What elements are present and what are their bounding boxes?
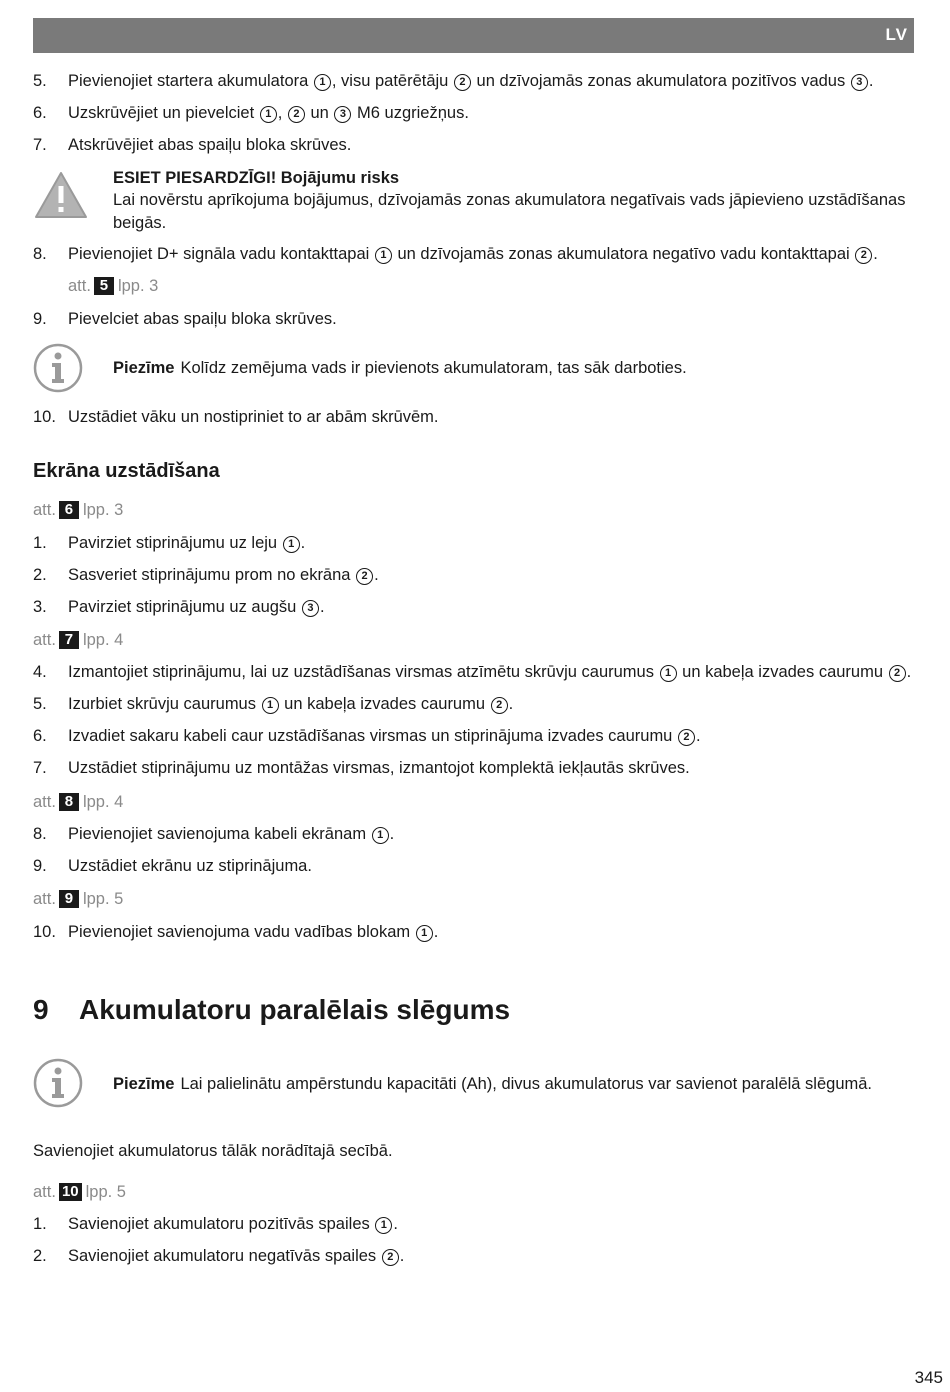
step — [33, 1245, 404, 1267]
step-number: 1. — [33, 1215, 47, 1233]
step — [33, 406, 439, 428]
step-text: Uzstādiet stiprinājumu uz montāžas virsmas, izmantojot komplektā iekļautās skrūves. — [68, 759, 690, 777]
callout-number: 1 — [314, 74, 331, 91]
step-text: . — [399, 1247, 405, 1265]
callout-number: 1 — [372, 827, 389, 844]
figure-number: 8 — [59, 793, 79, 811]
callout-number: 2 — [678, 729, 695, 746]
header-bar — [33, 18, 914, 53]
step — [33, 693, 513, 715]
figure-number: 10 — [59, 1183, 82, 1201]
callout-number: 2 — [382, 1249, 399, 1266]
page-reference: lpp. 5 — [85, 1183, 126, 1201]
step-text: Atskrūvējiet abas spaiļu bloka skrūves. — [68, 136, 352, 154]
callout-number: 2 — [889, 665, 906, 682]
step-number: 10. — [33, 408, 56, 426]
step — [33, 823, 394, 845]
warning-title: ESIET PIESARDZĪGI! Bojājumu risks — [113, 169, 400, 187]
step-text: un dzīvojamās zonas akumulatora negatīvo vadu kontakttapai — [392, 245, 855, 263]
step-text: un — [305, 104, 334, 122]
step-text: Uzstādiet ekrānu uz stiprinājuma. — [68, 857, 312, 875]
step-text: Izurbiet skrūvju caurumus — [68, 695, 261, 713]
figure-reference — [33, 888, 123, 910]
page-number: 345 — [914, 1368, 943, 1387]
warning-text: Lai novērstu aprīkojuma bojājumus, dzīvojamās zonas akumulatora negatīvais vads jāpievieno uzstādīšanas beigās. — [113, 191, 906, 232]
step-text: Uzstādiet vāku un nostipriniet to ar abām skrūvēm. — [68, 408, 439, 426]
step-text: Izmantojiet stiprinājumu, lai uz uzstādīšanas virsmas atzīmētu skrūvju caurumus — [68, 663, 659, 681]
info-icon — [33, 343, 83, 398]
step-number: 9. — [33, 857, 47, 875]
figure-number: 9 — [59, 890, 79, 908]
language-code: LV — [885, 25, 908, 44]
step — [33, 564, 379, 586]
callout-number: 2 — [288, 106, 305, 123]
step-number: 8. — [33, 245, 47, 263]
step-text: Pavirziet stiprinājumu uz leju — [68, 534, 282, 552]
figure-number: 7 — [59, 631, 79, 649]
step-number: 9. — [33, 310, 47, 328]
note — [113, 1073, 872, 1095]
figure-reference — [33, 791, 123, 813]
warning-box — [113, 167, 918, 235]
callout-number: 2 — [855, 247, 872, 264]
ref-label: att. — [33, 890, 56, 908]
figure-reference — [33, 1181, 126, 1203]
step — [33, 532, 305, 554]
figure-number: 5 — [94, 277, 114, 295]
step-text: . — [906, 663, 912, 681]
note — [113, 357, 687, 379]
callout-number: 1 — [375, 247, 392, 264]
step-text: Pievienojiet savienojuma vadu vadības blokam — [68, 923, 415, 941]
step — [33, 921, 438, 943]
step-text: Sasveriet stiprinājumu prom no ekrāna — [68, 566, 356, 584]
callout-number: 3 — [334, 106, 351, 123]
step-text: . — [393, 1215, 398, 1233]
step-text: . — [695, 727, 701, 745]
ref-label: att. — [33, 501, 56, 519]
step-text: Pievienojiet startera akumulatora — [68, 72, 313, 90]
step-text: un dzīvojamās zonas akumulatora pozitīvos vadus — [471, 72, 850, 90]
info-icon — [33, 1058, 83, 1113]
step-text: un kabeļa izvades caurumu — [279, 695, 490, 713]
callout-number: 1 — [262, 697, 279, 714]
callout-number: 2 — [356, 568, 373, 585]
step-number: 2. — [33, 566, 47, 584]
step — [33, 1213, 398, 1235]
warning-triangle-icon — [33, 170, 89, 225]
step-text: Savienojiet akumulatoru negatīvās spailes — [68, 1247, 381, 1265]
step-number: 3. — [33, 598, 47, 616]
step-text: . — [300, 534, 306, 552]
step-number: 2. — [33, 1247, 47, 1265]
callout-number: 1 — [416, 925, 433, 942]
page-reference: lpp. 3 — [117, 277, 159, 295]
chapter-number: 9 — [33, 994, 49, 1025]
note-label: Piezīme — [113, 1075, 175, 1093]
figure-number: 6 — [59, 501, 79, 519]
step-number: 1. — [33, 534, 47, 552]
page-reference: lpp. 4 — [82, 631, 124, 649]
step-text: Pievienojiet savienojuma kabeli ekrānam — [68, 825, 371, 843]
step-number: 7. — [33, 759, 47, 777]
step-text: . — [868, 72, 874, 90]
step-number: 6. — [33, 104, 47, 122]
step-number: 7. — [33, 136, 47, 154]
ref-label: att. — [33, 793, 56, 811]
step-text: Pavirziet stiprinājumu uz augšu — [68, 598, 301, 616]
chapter-heading — [33, 994, 510, 1026]
ref-label: att. — [33, 631, 56, 649]
step-text: Izvadiet sakaru kabeli caur uzstādīšanas virsmas un stiprinājuma izvades caurumu — [68, 727, 677, 745]
step-number: 4. — [33, 663, 47, 681]
step-text: . — [508, 695, 514, 713]
step — [33, 757, 690, 779]
note-text: Kolīdz zemējuma vads ir pievienots akumulatoram, tas sāk darboties. — [180, 359, 687, 377]
callout-number: 1 — [260, 106, 277, 123]
step-text: Pievelciet abas spaiļu bloka skrūves. — [68, 310, 337, 328]
step — [33, 243, 878, 265]
step-text: . — [389, 825, 395, 843]
step-number: 8. — [33, 825, 47, 843]
step-number: 10. — [33, 923, 56, 941]
page-reference: lpp. 5 — [82, 890, 124, 908]
step-text: M6 uzgriežņus. — [352, 104, 469, 122]
callout-number: 2 — [491, 697, 508, 714]
step-number: 6. — [33, 727, 47, 745]
callout-number: 3 — [302, 600, 319, 617]
step — [33, 855, 312, 877]
step-text: Uzskrūvējiet un pievelciet — [68, 104, 259, 122]
step — [33, 596, 325, 618]
page-reference: lpp. 3 — [82, 501, 124, 519]
step — [33, 308, 337, 330]
callout-number: 1 — [375, 1217, 392, 1234]
step-text: . — [873, 245, 878, 263]
step-text: . — [374, 566, 379, 584]
note-label: Piezīme — [113, 359, 175, 377]
intro-paragraph: Savienojiet akumulatorus tālāk norādītajā secībā. — [33, 1142, 393, 1160]
step — [33, 725, 701, 747]
step-text: Pievienojiet D+ signāla vadu kontakttapai — [68, 245, 374, 263]
step — [33, 134, 351, 156]
callout-number: 1 — [660, 665, 677, 682]
step — [33, 102, 469, 124]
chapter-title: Akumulatoru paralēlais slēgums — [79, 994, 511, 1025]
step-number: 5. — [33, 72, 47, 90]
section-heading: Ekrāna uzstādīšana — [33, 460, 220, 482]
step-text: . — [433, 923, 439, 941]
ref-label: att. — [68, 277, 91, 295]
ref-label: att. — [33, 1183, 56, 1201]
step-text: Savienojiet akumulatoru pozitīvās spailes — [68, 1215, 375, 1233]
callout-number: 1 — [283, 536, 300, 553]
step-text: un kabeļa izvades caurumu — [677, 663, 888, 681]
callout-number: 2 — [454, 74, 471, 91]
step — [33, 661, 911, 683]
page-reference: lpp. 4 — [82, 793, 124, 811]
step-text: , — [277, 104, 287, 122]
step-text: , visu patērētāju — [331, 72, 453, 90]
figure-reference — [33, 629, 123, 651]
figure-reference — [68, 275, 158, 297]
callout-number: 3 — [851, 74, 868, 91]
note-text: Lai palielinātu ampērstundu kapacitāti (Ah), divus akumulatorus var savienot paralēlā slēgumā. — [180, 1075, 872, 1093]
step-text: . — [319, 598, 325, 616]
step — [33, 70, 873, 92]
step-number: 5. — [33, 695, 47, 713]
figure-reference — [33, 499, 123, 521]
